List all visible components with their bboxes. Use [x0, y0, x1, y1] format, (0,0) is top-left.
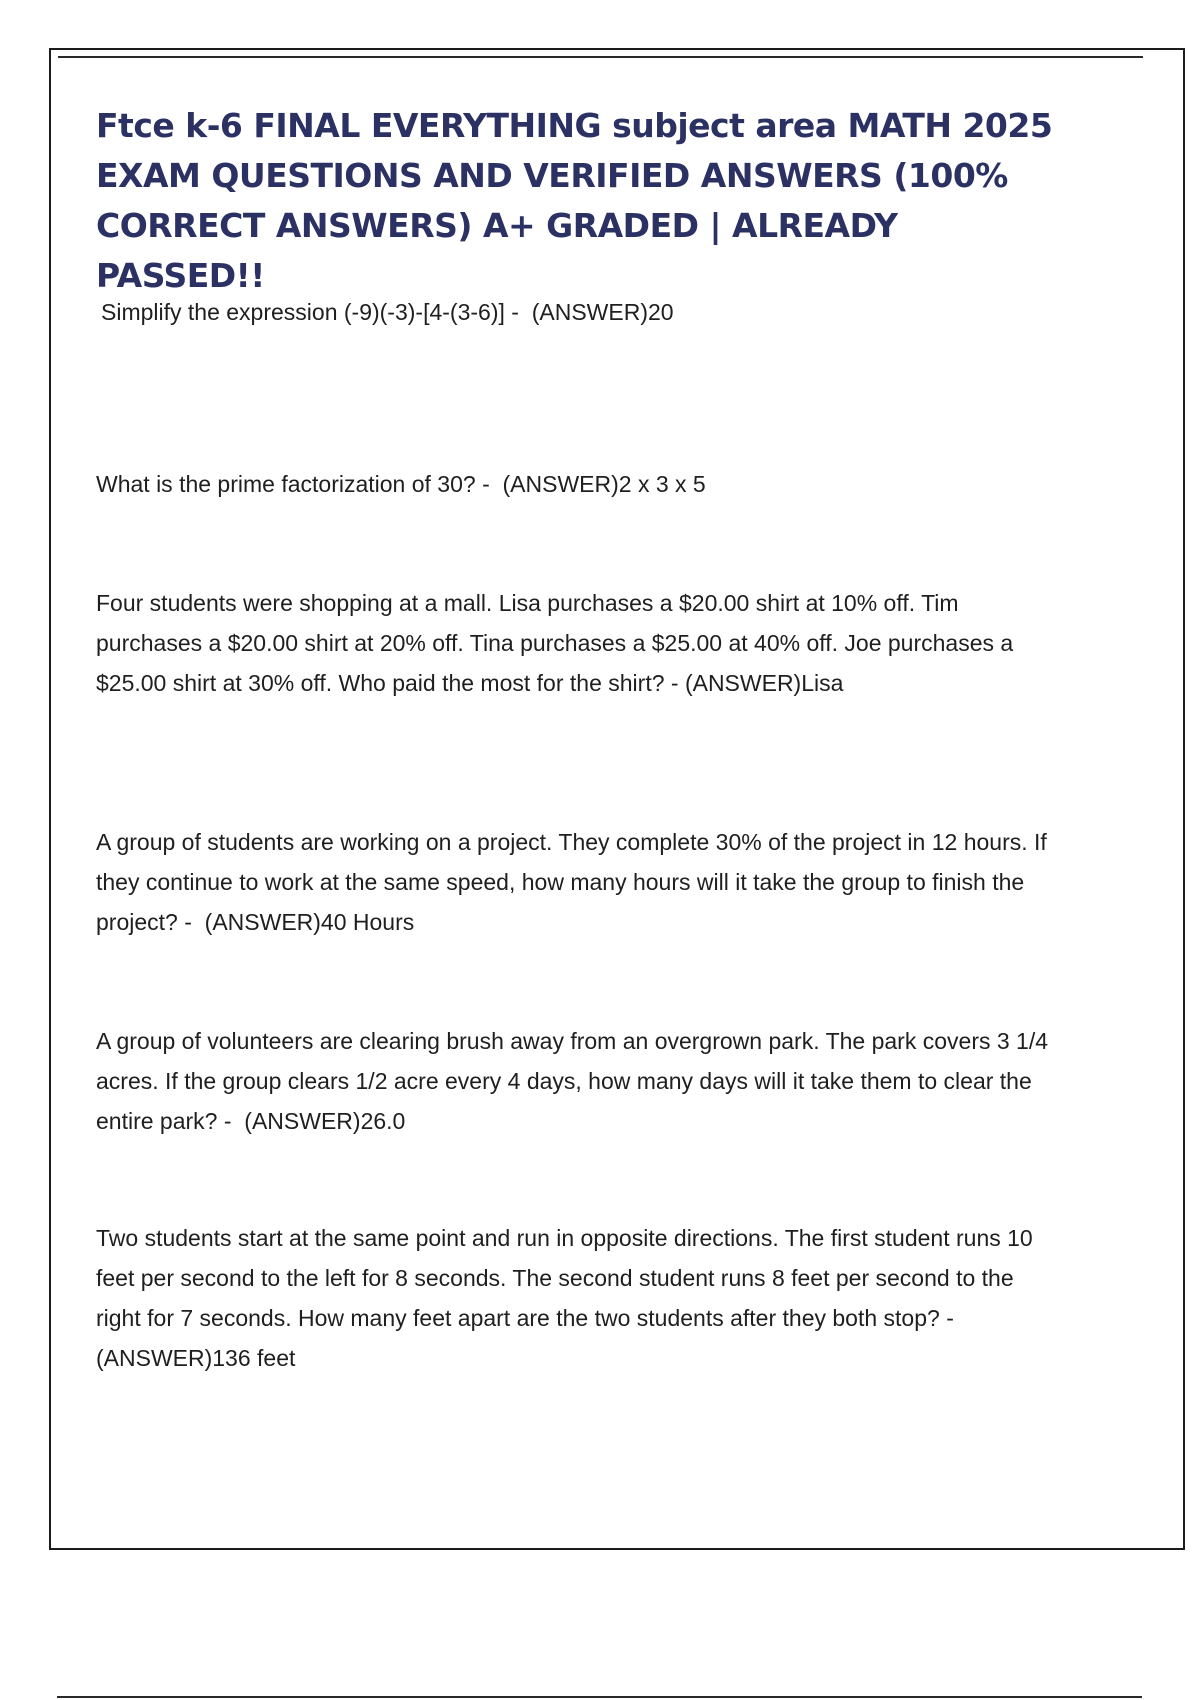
qa-item-3 [96, 583, 1056, 703]
answer-text: (ANSWER)20 [531, 299, 674, 325]
question-text: A group of students are working on a project. They complete 30% of the project in 12 hours. If they continue to work at the same speed, how many hours will it take the group to finish the project? - [96, 829, 1054, 935]
answer-text: (ANSWER)136 feet [96, 1345, 296, 1371]
qa-item-5 [96, 1021, 1056, 1141]
qa-item-4 [96, 822, 1056, 942]
question-text: Two students start at the same point and run in opposite directions. The first student runs 10 feet per second to the left for 8 seconds. The second student runs 8 feet per second to the right for 7 seconds. How many feet apart are the two students after they both stop? - [96, 1225, 1040, 1331]
question-text: A group of volunteers are clearing brush away from an overgrown park. The park covers 3 1/4 acres. If the group clears 1/2 acre every 4 days, how many days will it take them to clear the entire park? - [96, 1028, 1055, 1134]
document-title: Ftce k-6 FINAL EVERYTHING subject area MATH 2025 EXAM QUESTIONS AND VERIFIED ANSWERS (100% CORRECT ANSWERS) A+ GRADED | ALREADY PASSED!! [96, 106, 1053, 295]
qa-item-6 [96, 1218, 1056, 1378]
answer-text: (ANSWER)Lisa [684, 670, 844, 696]
question-text: What is the prime factorization of 30? - [96, 471, 503, 497]
top-rule [58, 56, 1143, 58]
answer-text: (ANSWER)26.0 [244, 1108, 406, 1134]
answer-text: (ANSWER)40 Hours [204, 909, 415, 935]
qa-item-1 [101, 292, 1061, 332]
question-text: Four students were shopping at a mall. Lisa purchases a $20.00 shirt at 10% off. Tim purchases a $20.00 shirt at 20% off. Tina purchases a $25.00 at 40% off. Joe purchases a $25.00 shirt at 30% off. Who paid the most for the shirt? - [96, 590, 1020, 696]
qa-item-2 [96, 464, 1056, 504]
answer-text: (ANSWER)2 x 3 x 5 [502, 471, 706, 497]
bottom-rule [57, 1696, 1142, 1698]
question-text: Simplify the expression (-9)(-3)-[4-(3-6)] - [101, 299, 532, 325]
